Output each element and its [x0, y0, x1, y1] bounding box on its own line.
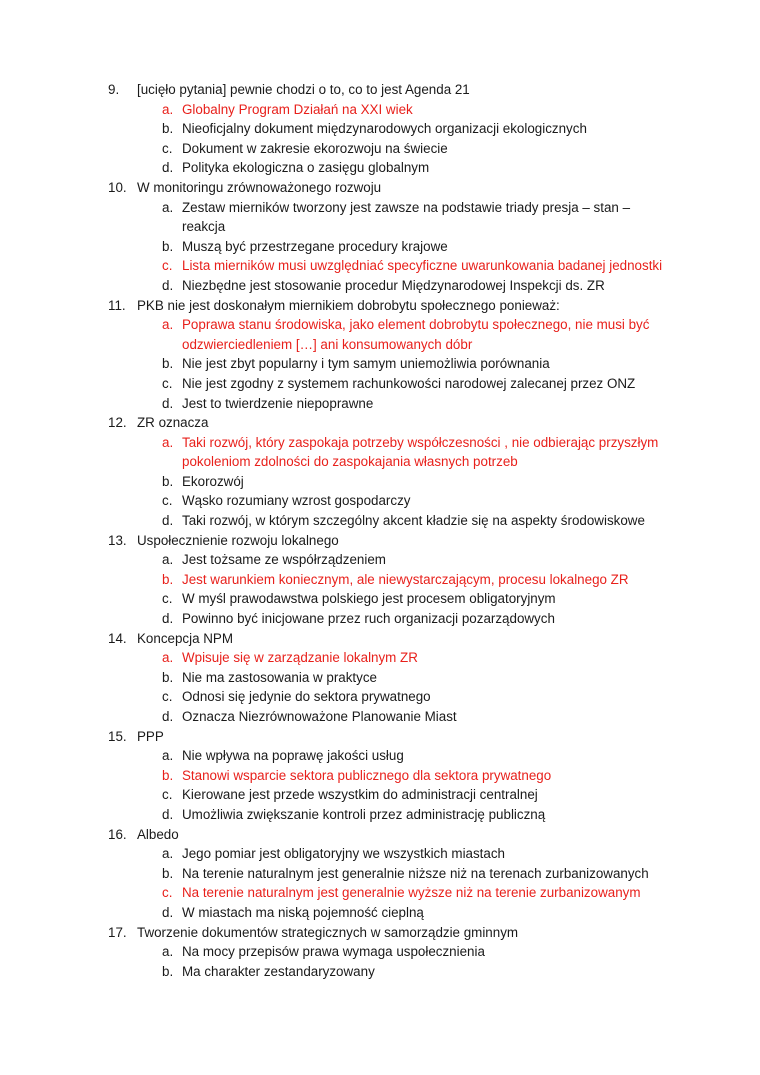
answer-option — [0, 687, 760, 707]
option-text: Powinno być inicjowane przez ruch organizacji pozarządowych — [182, 611, 555, 627]
option-letter: c. — [162, 140, 173, 156]
option-letter: c. — [162, 689, 173, 705]
question-number: 11. — [108, 297, 126, 313]
option-text: Na mocy przepisów prawa wymaga uspołecznienia — [182, 944, 485, 960]
option-letter: b. — [162, 571, 174, 587]
answer-option — [0, 354, 760, 374]
option-text: Dokument w zakresie ekorozwoju na świecie — [182, 140, 448, 156]
option-text: Stanowi wsparcie sektora publicznego dla sektora prywatnego — [182, 767, 552, 783]
question-text: W monitoringu zrównoważonego rozwoju — [137, 179, 382, 195]
question-number: 9. — [108, 82, 120, 97]
option-text: Zestaw mierników tworzony jest zawsze na podstawie triady presja – stan – reakcja — [182, 199, 631, 235]
option-letter: b. — [162, 669, 174, 685]
answer-option — [0, 237, 760, 257]
option-text: Nie jest zgodny z systemem rachunkowości narodowej zalecanej przez ONZ — [182, 375, 636, 391]
answer-option — [0, 668, 760, 688]
option-text: Kierowane jest przede wszystkim do administracji centralnej — [182, 787, 538, 803]
option-letter: c. — [162, 375, 173, 391]
question-text: Albedo — [137, 826, 179, 842]
option-text: Wpisuje się w zarządzanie lokalnym ZR — [182, 650, 418, 666]
question-text: [ucięło pytania] pewnie chodzi o to, co to jest Agenda 21 — [137, 82, 470, 97]
answer-option — [0, 158, 760, 178]
option-letter: d. — [162, 709, 174, 724]
answer-option — [0, 119, 760, 139]
option-letter: b. — [162, 865, 174, 881]
option-letter: c. — [162, 258, 173, 274]
option-text: Ekorozwój — [182, 473, 244, 489]
option-letter: d. — [162, 806, 174, 822]
answer-option-correct — [0, 570, 760, 590]
answer-option — [0, 491, 760, 511]
option-text: Na terenie naturalnym jest generalnie niższe niż na terenach zurbanizowanych — [182, 865, 649, 881]
answer-option — [0, 609, 760, 629]
option-letter: b. — [162, 473, 174, 489]
question-text: PPP — [137, 728, 164, 744]
option-text: Nie wpływa na poprawę jakości usług — [182, 748, 404, 764]
question-10 — [0, 178, 760, 198]
question-9 — [0, 80, 760, 100]
question-number: 15. — [108, 728, 127, 744]
option-text: Poprawa stanu środowiska, jako element dobrobytu społecznego, nie musi być odzwierciedleniem […] ani konsumowanych dóbr — [182, 317, 650, 352]
answer-option — [0, 785, 760, 805]
option-text: Muszą być przestrzegane procedury krajowe — [182, 238, 448, 254]
answer-option — [0, 511, 760, 531]
option-letter: a. — [162, 552, 174, 568]
option-text: Globalny Program Działań na XXI wiek — [182, 101, 413, 117]
question-number: 10. — [108, 179, 127, 195]
answer-option — [0, 276, 760, 296]
answer-option-correct — [0, 766, 760, 786]
option-letter: b. — [162, 121, 174, 137]
option-letter: c. — [162, 885, 173, 901]
answer-option-correct — [0, 883, 760, 903]
option-text: Jest to twierdzenie niepoprawne — [182, 395, 374, 411]
option-text: Umożliwia zwiększanie kontroli przez administrację publiczną — [182, 806, 546, 822]
option-text: Jego pomiar jest obligatoryjny we wszystkich miastach — [182, 846, 505, 862]
answer-option — [0, 472, 760, 492]
option-text: Oznacza Niezrównoważone Planowanie Miast — [182, 709, 457, 724]
answer-option-correct — [0, 433, 760, 472]
question-12 — [0, 413, 760, 433]
option-text: W myśl prawodawstwa polskiego jest procesem obligatoryjnym — [182, 591, 556, 607]
answer-option — [0, 198, 760, 237]
answer-option — [0, 805, 760, 825]
option-text: Polityka ekologiczna o zasięgu globalnym — [182, 160, 430, 176]
option-text: Ma charakter zestandaryzowany — [182, 963, 375, 979]
answer-option — [0, 707, 760, 727]
option-text: Odnosi się jedynie do sektora prywatnego — [182, 689, 431, 705]
option-text: W miastach ma niską pojemność cieplną — [182, 904, 424, 920]
option-letter: d. — [162, 904, 174, 920]
option-letter: d. — [162, 277, 174, 293]
question-17 — [0, 923, 760, 943]
option-text: Lista mierników musi uwzględniać specyficzne uwarunkowania badanej jednostki — [182, 258, 663, 274]
answer-option-correct — [0, 256, 760, 276]
question-11 — [0, 296, 760, 316]
question-text: Uspołecznienie rozwoju lokalnego — [137, 532, 339, 548]
option-letter: a. — [162, 748, 174, 764]
question-number: 12. — [108, 415, 127, 431]
option-letter: a. — [162, 944, 174, 960]
question-number: 16. — [108, 826, 127, 842]
question-15 — [0, 727, 760, 747]
option-letter: a. — [162, 317, 174, 333]
answer-option-correct — [0, 100, 760, 120]
option-letter: d. — [162, 395, 174, 411]
answer-option — [0, 374, 760, 394]
answer-option-correct — [0, 315, 760, 354]
option-letter: a. — [162, 101, 174, 117]
question-14 — [0, 629, 760, 649]
option-letter: a. — [162, 434, 174, 450]
answer-option — [0, 962, 760, 982]
option-text: Nie jest zbyt popularny i tym samym uniemożliwia porównania — [182, 356, 550, 372]
question-number: 14. — [108, 630, 127, 646]
option-letter: a. — [162, 199, 174, 215]
option-text: Taki rozwój, który zaspokaja potrzeby współczesności , nie odbierając przyszłym pokoleniom zdolności do zaspokajania własnych potrzeb — [182, 434, 659, 470]
option-letter: c. — [162, 591, 173, 607]
answer-option — [0, 394, 760, 414]
option-text: Niezbędne jest stosowanie procedur Międzynarodowej Inspekcji ds. ZR — [182, 277, 605, 293]
option-text: Wąsko rozumiany wzrost gospodarczy — [182, 493, 411, 509]
answer-option-correct — [0, 648, 760, 668]
answer-option — [0, 942, 760, 962]
answer-option — [0, 550, 760, 570]
option-letter: b. — [162, 238, 174, 254]
answer-option — [0, 589, 760, 609]
option-letter: b. — [162, 356, 174, 372]
answer-option — [0, 139, 760, 159]
option-text: Nie ma zastosowania w praktyce — [182, 669, 377, 685]
question-number: 13. — [108, 532, 127, 548]
question-text: ZR oznacza — [137, 415, 209, 431]
question-number: 17. — [108, 924, 127, 940]
question-list — [0, 80, 760, 981]
option-letter: a. — [162, 650, 174, 666]
option-letter: c. — [162, 493, 173, 509]
question-13 — [0, 531, 760, 551]
option-letter: b. — [162, 963, 174, 979]
question-text: Tworzenie dokumentów strategicznych w samorządzie gminnym — [137, 924, 519, 940]
option-text: Jest warunkiem koniecznym, ale niewystarczającym, procesu lokalnego ZR — [182, 571, 629, 587]
answer-option — [0, 746, 760, 766]
question-text: Koncepcja NPM — [137, 630, 234, 646]
option-letter: d. — [162, 513, 174, 529]
option-letter: a. — [162, 846, 174, 862]
option-text: Taki rozwój, w którym szczególny akcent kładzie się na aspekty środowiskowe — [182, 513, 645, 529]
option-text: Na terenie naturalnym jest generalnie wyższe niż na terenie zurbanizowanym — [182, 885, 641, 901]
option-text: Nieoficjalny dokument międzynarodowych organizacji ekologicznych — [182, 121, 587, 137]
question-text: PKB nie jest doskonałym miernikiem dobrobytu społecznego ponieważ: — [137, 297, 560, 313]
option-letter: d. — [162, 160, 174, 176]
option-letter: b. — [162, 767, 174, 783]
option-text: Jest tożsame ze współrządzeniem — [182, 552, 386, 568]
answer-option — [0, 864, 760, 884]
option-letter: c. — [162, 787, 173, 803]
answer-option — [0, 903, 760, 923]
question-16 — [0, 825, 760, 845]
option-letter: d. — [162, 611, 174, 627]
answer-option — [0, 844, 760, 864]
